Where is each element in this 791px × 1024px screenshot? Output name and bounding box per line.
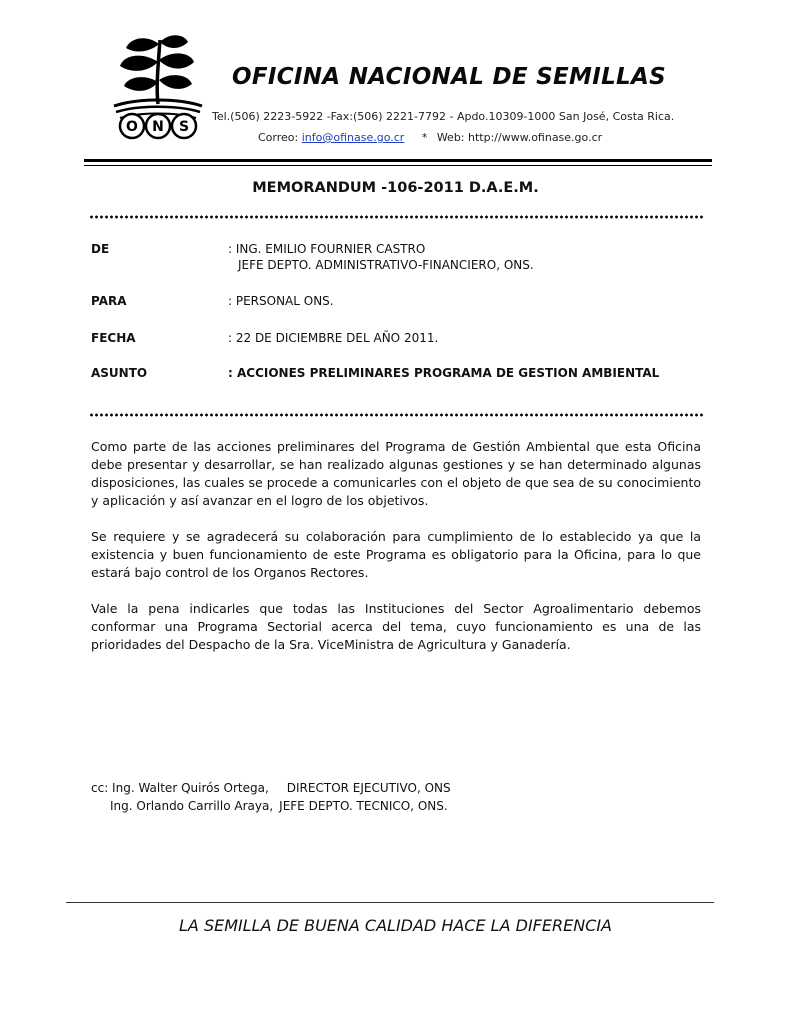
- dotted-divider-top: [89, 215, 705, 219]
- memo-body: [91, 438, 701, 672]
- web-separator: *: [421, 131, 428, 144]
- ons-logo: [108, 32, 208, 142]
- dotted-divider-bottom: [89, 413, 705, 417]
- logo-letter-s: S: [178, 119, 190, 135]
- cc-line-2: [91, 797, 451, 815]
- field-value-para: : PERSONAL ONS.: [228, 294, 334, 308]
- footer-rule: [66, 902, 714, 903]
- field-label-fecha: FECHA: [91, 331, 136, 345]
- organization-title: OFICINA NACIONAL DE SEMILLAS: [232, 64, 666, 90]
- body-paragraph-2: Se requiere y se agradecerá su colaboración para cumplimiento de lo establecido ya que la existencia y buen funcionamiento de este Programa es obligatorio para la Oficina, para lo que estará bajo control de los Organos Rectores.: [91, 529, 701, 580]
- field-label-de: DE: [91, 242, 110, 256]
- cc-name-2: Ing. Orlando Carrillo Araya,: [110, 799, 274, 813]
- email-link[interactable]: info@ofinase.go.cr: [301, 131, 405, 144]
- field-label-para: PARA: [91, 294, 127, 308]
- contact-line: Tel.(506) 2223-5922 -Fax:(506) 2221-7792 - Apdo.10309-1000 San José, Costa Rica.: [212, 110, 675, 123]
- field-label-asunto: ASUNTO: [91, 366, 148, 380]
- logo-letter-n: N: [152, 119, 164, 135]
- cc-name-1: cc: Ing. Walter Quirós Ortega,: [91, 781, 269, 795]
- web-address: Web: http://www.ofinase.go.cr: [436, 131, 603, 144]
- field-value-fecha: : 22 DE DICIEMBRE DEL AÑO 2011.: [228, 331, 439, 345]
- field-value-de-title: JEFE DEPTO. ADMINISTRATIVO-FINANCIERO, ONS.: [238, 258, 534, 272]
- cc-block: [91, 779, 451, 815]
- field-value-de: [228, 242, 534, 272]
- footer-slogan: LA SEMILLA DE BUENA CALIDAD HACE LA DIFERENCIA: [179, 916, 612, 935]
- body-paragraph-1: Como parte de las acciones preliminares del Programa de Gestión Ambiental que esta Oficina debe presentar y desarrollar, se han realizado algunas gestiones y se han determinado algunas disposiciones, las cuales se procede a comunicarles con el objeto de que sea de su conocimiento y aplicación y así avanzar en el logro de los objetivos.: [91, 439, 701, 508]
- cc-role-1: DIRECTOR EJECUTIVO, ONS: [286, 781, 451, 795]
- field-value-asunto: : ACCIONES PRELIMINARES PROGRAMA DE GESTION AMBIENTAL: [228, 366, 660, 380]
- email-web-line: [258, 131, 602, 144]
- cc-role-2: JEFE DEPTO. TECNICO, ONS.: [279, 799, 448, 813]
- memo-title: MEMORANDUM -106-2011 D.A.E.M.: [252, 180, 539, 196]
- email-label: Correo:: [258, 131, 299, 144]
- header-rule-thin: [84, 165, 712, 166]
- body-paragraph-3: Vale la pena indicarles que todas las Instituciones del Sector Agroalimentario debemos conformar una Programa Sectorial acerca del tema, cuyo funcionamiento es una de las prioridades del Despacho de la Sra. ViceMinistra de Agricultura y Ganadería.: [91, 601, 701, 652]
- header-rule-thick: [84, 159, 712, 162]
- logo-letter-o: O: [126, 119, 138, 135]
- field-value-de-name: : ING. EMILIO FOURNIER CASTRO: [228, 242, 426, 256]
